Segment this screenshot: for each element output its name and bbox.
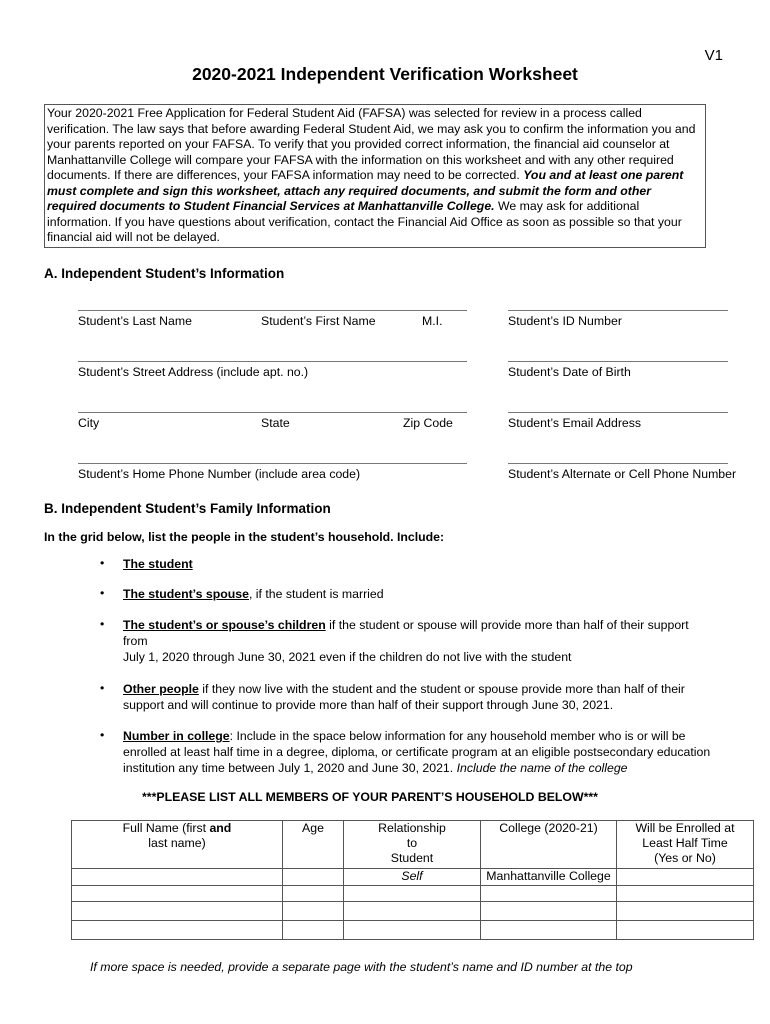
- mi-label: M.I.: [422, 314, 443, 328]
- header-college: College (2020-21): [481, 821, 617, 869]
- cell-full-name[interactable]: [72, 886, 283, 902]
- version-label: V1: [704, 47, 723, 64]
- bullet-title: The student: [123, 557, 193, 571]
- bullet-title: Other people: [123, 682, 199, 696]
- last-name-label: Student’s Last Name: [78, 314, 192, 328]
- cell-college[interactable]: [481, 921, 617, 940]
- grid-intro-text: In the grid below, list the people in the student’s household. Include:: [44, 530, 445, 544]
- bullet-glyph: •: [100, 556, 105, 570]
- cell-college: Manhattanville College: [481, 869, 617, 886]
- zip-label: Zip Code: [403, 416, 453, 430]
- id-number-field-line[interactable]: [508, 310, 728, 311]
- alt-phone-field-line[interactable]: [508, 463, 728, 464]
- cell-age[interactable]: [283, 869, 344, 886]
- city-label: City: [78, 416, 100, 430]
- cell-relationship[interactable]: [344, 902, 481, 921]
- bullet-glyph: •: [100, 586, 105, 600]
- home-phone-label: Student’s Home Phone Number (include area code): [78, 467, 361, 481]
- city-state-zip-field-line[interactable]: [78, 412, 467, 413]
- list-item: [123, 586, 723, 602]
- cell-enrolled[interactable]: [617, 921, 754, 940]
- street-label: Student’s Street Address (include apt. no.): [78, 365, 309, 379]
- bullet-text-cont: July 1, 2020 through June 30, 2021 even if the children do not live with the student: [123, 650, 572, 664]
- section-a-heading: A. Independent Student’s Information: [44, 266, 285, 281]
- bullet-italic: Include the name of the college: [456, 761, 628, 775]
- household-table: [71, 820, 754, 940]
- table-row: [72, 921, 754, 940]
- table-row: [72, 902, 754, 921]
- household-list-heading: ***PLEASE LIST ALL MEMBERS OF YOUR PARENT’S HOUSEHOLD BELOW***: [142, 790, 598, 804]
- cell-enrolled[interactable]: [617, 869, 754, 886]
- cell-full-name[interactable]: [72, 869, 283, 886]
- header-full-name: Full Name (first and last name): [72, 821, 283, 869]
- bullet-glyph: •: [100, 728, 105, 742]
- dob-field-line[interactable]: [508, 361, 728, 362]
- bullet-text: : Include in the space below information for any household member who is or will be enrolled at least half time in a degree, diploma, or certificate program at an eligible postsecondary education institution any time between July 1, 2020 and June 30, 2021.: [123, 729, 711, 775]
- name-field-line[interactable]: [78, 310, 467, 311]
- bullet-title: Number in college: [123, 729, 230, 743]
- cell-relationship[interactable]: [344, 921, 481, 940]
- list-item: [123, 728, 713, 776]
- dob-label: Student’s Date of Birth: [508, 365, 631, 379]
- section-b-heading: B. Independent Student’s Family Information: [44, 501, 331, 516]
- intro-text-end: We may ask for additional information. If you have questions about verification, contact the Financial Aid Office as soon as possible so that your financial aid will not be delayed.: [47, 199, 682, 244]
- street-field-line[interactable]: [78, 361, 467, 362]
- bullet-text: if the student or spouse will provide more than half of their support from: [123, 618, 689, 648]
- cell-full-name[interactable]: [72, 921, 283, 940]
- intro-emphasis: You and at least one parent must complete and sign this worksheet, attach any required documents, and submit the form and other required documents to Student Financial Services at Manhattanville College.: [47, 168, 684, 213]
- header-enrolled: Will be Enrolled at Least Half Time (Yes or No): [617, 821, 754, 869]
- header-age: Age: [283, 821, 344, 869]
- alt-phone-label: Student’s Alternate or Cell Phone Number: [508, 467, 737, 481]
- intro-text: Your 2020-2021 Free Application for Federal Student Aid (FAFSA) was selected for review in a process called verification. The law says that before awarding Federal Student Aid, we may ask you to confirm the information you and your parents reported on your FAFSA. To verify that you provided correct information, the financial aid counselor at Manhattanville College will compare your FAFSA with the information on this worksheet and with any other required documents. If there are differences, your FAFSA information may need to be corrected.: [47, 106, 696, 182]
- state-label: State: [261, 416, 290, 430]
- bullet-title: The student’s spouse: [123, 587, 249, 601]
- home-phone-field-line[interactable]: [78, 463, 467, 464]
- table-row: [72, 869, 754, 886]
- page-title: 2020-2021 Independent Verification Worksheet: [192, 64, 578, 84]
- cell-full-name[interactable]: [72, 902, 283, 921]
- cell-enrolled[interactable]: [617, 902, 754, 921]
- header-relationship: Relationship to Student: [344, 821, 481, 869]
- bullet-glyph: •: [100, 617, 105, 631]
- bullet-text: if they now live with the student and the student or spouse provide more than half of their support and will continue to provide more than half of their support through June 30, 2021.: [123, 682, 685, 712]
- cell-age[interactable]: [283, 921, 344, 940]
- email-field-line[interactable]: [508, 412, 728, 413]
- id-number-label: Student’s ID Number: [508, 314, 622, 328]
- bullet-text: , if the student is married: [248, 587, 384, 601]
- cell-relationship: Self: [344, 869, 481, 886]
- cell-age[interactable]: [283, 902, 344, 921]
- table-row: [72, 886, 754, 902]
- bullet-glyph: •: [100, 681, 105, 695]
- email-label: Student’s Email Address: [508, 416, 642, 430]
- list-item: [123, 617, 713, 665]
- cell-age[interactable]: [283, 886, 344, 902]
- intro-box: [44, 104, 706, 248]
- first-name-label: Student’s First Name: [261, 314, 376, 328]
- bullet-title: The student’s or spouse’s children: [123, 618, 326, 632]
- cell-relationship[interactable]: [344, 886, 481, 902]
- footer-note: If more space is needed, provide a separate page with the student’s name and ID number at the top: [90, 960, 633, 974]
- list-item: [123, 556, 723, 572]
- cell-enrolled[interactable]: [617, 886, 754, 902]
- cell-college[interactable]: [481, 902, 617, 921]
- list-item: [123, 681, 713, 713]
- cell-college[interactable]: [481, 886, 617, 902]
